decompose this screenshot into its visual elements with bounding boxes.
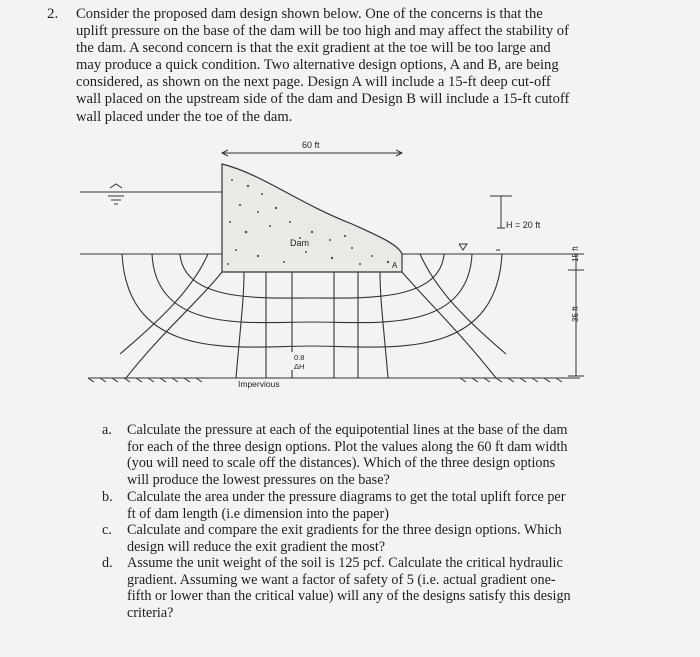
subquestion-b (96, 489, 616, 523)
impervious-layer (88, 378, 580, 382)
subquestion-line: (you will need to scale off the distances). Which of the three design options (127, 455, 556, 472)
question-line: the dam. A second concern is that the exit gradient at the toe will be too large and (76, 40, 551, 57)
subquestion-line: for each of the three design options. Plot the values along the 60 ft dam width (127, 438, 568, 455)
flow-net-figure (0, 128, 700, 393)
subquestion-line: Assume the unit weight of the soil is 125 pcf. Calculate the critical hydraulic (127, 555, 563, 571)
impervious-label: Impervious (238, 379, 280, 389)
point-a-label: A (392, 261, 398, 270)
question-line: wall placed on the upstream side of the dam and Design B will include a 15-ft cutoff (76, 91, 570, 108)
head-label: H = 20 ft (506, 220, 541, 230)
subquestion-line: fifth or lower than the critical value) will any of the designs satisfy this design (127, 588, 571, 605)
subquestion-letter: a. (102, 422, 112, 438)
subquestion-line: Calculate the pressure at each of the equipotential lines at the base of the dam (127, 422, 568, 438)
subquestion-d (96, 555, 616, 623)
delta-h-label-1: 0.8 (294, 353, 305, 362)
subquestion-line: gradient. Assuming we want a factor of safety of 5 (i.e. actual gradient one- (127, 571, 556, 588)
downstream-water (459, 196, 512, 250)
dam-label: Dam (290, 238, 310, 248)
question-text (76, 6, 624, 126)
dam-width-label: 60 ft (302, 140, 320, 150)
question-line: considered, as shown on the next page. Design A will include a 15-ft deep cut-off (76, 74, 551, 91)
subquestion-line: design will reduce the exit gradient the most? (127, 538, 386, 555)
depth-label-15: 15 ft (571, 246, 580, 262)
question-line: Consider the proposed dam design shown below. One of the concerns is that the (76, 6, 543, 22)
subquestion-letter: b. (102, 489, 113, 505)
question-line: wall placed under the toe of the dam. (76, 108, 293, 125)
subquestion-line: will produce the lowest pressures on the base? (127, 471, 390, 488)
subquestion-line: Calculate the area under the pressure diagrams to get the total uplift force per (127, 489, 566, 505)
question-number: 2. (47, 6, 59, 22)
subquestion-line: Calculate and compare the exit gradients for the three design options. Which (127, 522, 562, 538)
question-line: may produce a quick condition. Two alternative design options, A and B, are being (76, 57, 559, 74)
depth-label-35: 35 ft (571, 306, 580, 322)
subquestion-line: criteria? (127, 604, 174, 621)
subquestion-a (96, 422, 616, 490)
delta-h-label-2: ΔH (294, 362, 305, 371)
dam-width-dimension (222, 150, 402, 156)
subquestion-letter: d. (102, 555, 113, 571)
subquestion-line: ft of dam length (i.e dimension into the paper) (127, 505, 390, 522)
subquestion-letter: c. (102, 522, 112, 538)
upstream-water (80, 184, 222, 204)
question-line: uplift pressure on the base of the dam will be too high and may affect the stability of (76, 23, 569, 40)
dam-body (222, 164, 402, 272)
subquestion-c (96, 522, 616, 556)
